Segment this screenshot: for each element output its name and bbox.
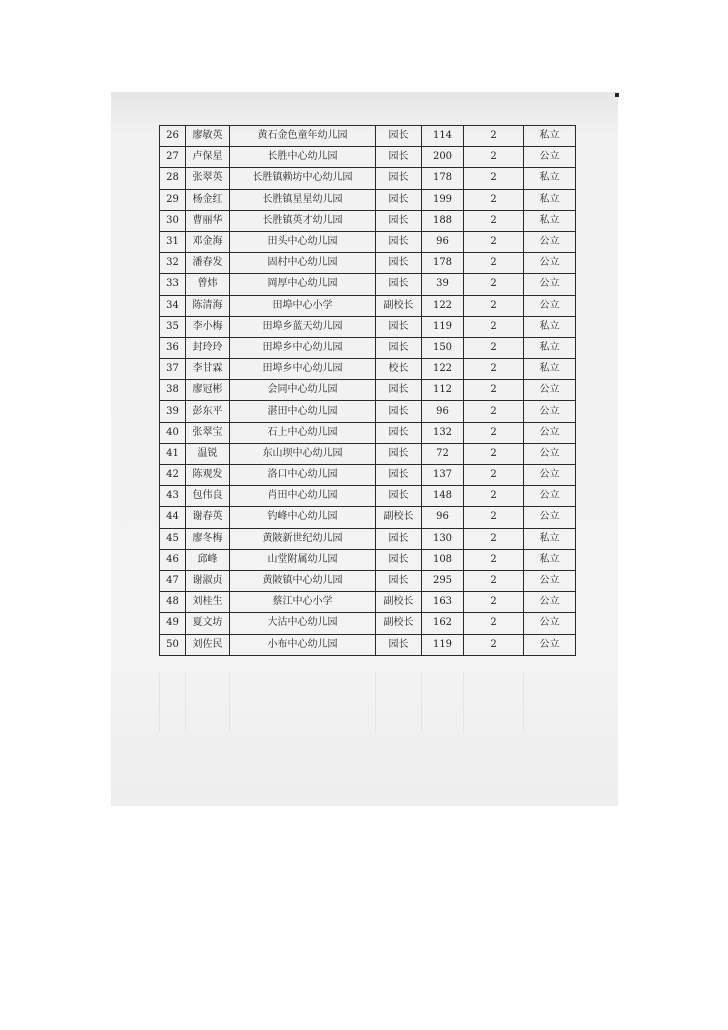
- table-row: [160, 465, 576, 486]
- student-count-cell: 119: [422, 316, 464, 337]
- person-name-cell: 陈清海: [186, 295, 230, 316]
- table-row: [160, 592, 576, 613]
- student-count-cell: 199: [422, 189, 464, 210]
- student-count-cell: 72: [422, 443, 464, 464]
- quota-number-cell: 2: [464, 231, 524, 252]
- student-count-cell: 200: [422, 147, 464, 168]
- table-row: [160, 380, 576, 401]
- school-name-cell: 东山坝中心幼儿园: [230, 443, 376, 464]
- roster-table-body: [160, 126, 576, 656]
- quota-number-cell: 2: [464, 189, 524, 210]
- student-count-cell: 96: [422, 401, 464, 422]
- school-type-cell: 公立: [524, 570, 576, 591]
- quota-number-cell: 2: [464, 634, 524, 655]
- table-row: [160, 634, 576, 655]
- job-title-cell: 园长: [376, 316, 422, 337]
- quota-number-cell: 2: [464, 337, 524, 358]
- person-name-cell: 曹丽华: [186, 210, 230, 231]
- school-name-cell: 田埠乡中心幼儿园: [230, 359, 376, 380]
- row-number-cell: 33: [160, 274, 186, 295]
- row-number-cell: 29: [160, 189, 186, 210]
- student-count-cell: 114: [422, 126, 464, 147]
- job-title-cell: 副校长: [376, 295, 422, 316]
- job-title-cell: 园长: [376, 274, 422, 295]
- row-number-cell: 50: [160, 634, 186, 655]
- school-name-cell: 湛田中心幼儿园: [230, 401, 376, 422]
- school-name-cell: 钓峰中心幼儿园: [230, 507, 376, 528]
- table-row: [160, 528, 576, 549]
- quota-number-cell: 2: [464, 570, 524, 591]
- row-number-cell: 37: [160, 359, 186, 380]
- job-title-cell: 园长: [376, 147, 422, 168]
- row-number-cell: 40: [160, 422, 186, 443]
- job-title-cell: 副校长: [376, 613, 422, 634]
- student-count-cell: 148: [422, 486, 464, 507]
- student-count-cell: 178: [422, 168, 464, 189]
- row-number-cell: 43: [160, 486, 186, 507]
- row-number-cell: 35: [160, 316, 186, 337]
- job-title-cell: 园长: [376, 337, 422, 358]
- job-title-cell: 园长: [376, 465, 422, 486]
- person-name-cell: 卢保星: [186, 147, 230, 168]
- job-title-cell: 园长: [376, 570, 422, 591]
- job-title-cell: 园长: [376, 380, 422, 401]
- table-row: [160, 231, 576, 252]
- school-name-cell: 大沽中心幼儿园: [230, 613, 376, 634]
- table-row: [160, 549, 576, 570]
- school-name-cell: 小布中心幼儿园: [230, 634, 376, 655]
- job-title-cell: 园长: [376, 443, 422, 464]
- student-count-cell: 96: [422, 507, 464, 528]
- student-count-cell: 39: [422, 274, 464, 295]
- student-count-cell: 132: [422, 422, 464, 443]
- table-row: [160, 359, 576, 380]
- row-number-cell: 38: [160, 380, 186, 401]
- person-name-cell: 谢春英: [186, 507, 230, 528]
- school-name-cell: 石上中心幼儿园: [230, 422, 376, 443]
- row-number-cell: 46: [160, 549, 186, 570]
- faded-grid-lines: [159, 672, 576, 732]
- school-type-cell: 公立: [524, 507, 576, 528]
- person-name-cell: 廖冠彬: [186, 380, 230, 401]
- quota-number-cell: 2: [464, 253, 524, 274]
- school-name-cell: 田头中心幼儿园: [230, 231, 376, 252]
- quota-number-cell: 2: [464, 422, 524, 443]
- person-name-cell: 夏文坊: [186, 613, 230, 634]
- job-title-cell: 园长: [376, 422, 422, 443]
- school-type-cell: 公立: [524, 422, 576, 443]
- person-name-cell: 廖冬梅: [186, 528, 230, 549]
- school-name-cell: 山堂附属幼儿园: [230, 549, 376, 570]
- person-name-cell: 杨金红: [186, 189, 230, 210]
- person-name-cell: 廖敏英: [186, 126, 230, 147]
- person-name-cell: 包伟良: [186, 486, 230, 507]
- school-type-cell: 公立: [524, 253, 576, 274]
- quota-number-cell: 2: [464, 486, 524, 507]
- school-name-cell: 岡厚中心幼儿园: [230, 274, 376, 295]
- student-count-cell: 119: [422, 634, 464, 655]
- school-name-cell: 黄陂新世纪幼儿园: [230, 528, 376, 549]
- school-type-cell: 公立: [524, 380, 576, 401]
- person-name-cell: 彭东平: [186, 401, 230, 422]
- row-number-cell: 26: [160, 126, 186, 147]
- table-row: [160, 168, 576, 189]
- school-type-cell: 公立: [524, 274, 576, 295]
- table-row: [160, 210, 576, 231]
- table-row: [160, 337, 576, 358]
- student-count-cell: 112: [422, 380, 464, 401]
- row-number-cell: 45: [160, 528, 186, 549]
- school-name-cell: 长胜镇赖坊中心幼儿园: [230, 168, 376, 189]
- school-type-cell: 私立: [524, 528, 576, 549]
- school-type-cell: 公立: [524, 486, 576, 507]
- person-name-cell: 张翠宝: [186, 422, 230, 443]
- person-name-cell: 刘佐民: [186, 634, 230, 655]
- quota-number-cell: 2: [464, 359, 524, 380]
- job-title-cell: 园长: [376, 486, 422, 507]
- school-name-cell: 长胜镇星星幼儿园: [230, 189, 376, 210]
- row-number-cell: 36: [160, 337, 186, 358]
- school-type-cell: 私立: [524, 316, 576, 337]
- person-name-cell: 潘春发: [186, 253, 230, 274]
- job-title-cell: 园长: [376, 528, 422, 549]
- school-type-cell: 私立: [524, 337, 576, 358]
- job-title-cell: 副校长: [376, 592, 422, 613]
- student-count-cell: 150: [422, 337, 464, 358]
- student-count-cell: 163: [422, 592, 464, 613]
- quota-number-cell: 2: [464, 210, 524, 231]
- row-number-cell: 42: [160, 465, 186, 486]
- job-title-cell: 园长: [376, 231, 422, 252]
- student-count-cell: 122: [422, 359, 464, 380]
- person-name-cell: 邱峰: [186, 549, 230, 570]
- table-row: [160, 422, 576, 443]
- job-title-cell: 园长: [376, 549, 422, 570]
- student-count-cell: 295: [422, 570, 464, 591]
- job-title-cell: 园长: [376, 634, 422, 655]
- student-count-cell: 188: [422, 210, 464, 231]
- school-type-cell: 公立: [524, 231, 576, 252]
- school-type-cell: 公立: [524, 613, 576, 634]
- school-type-cell: 公立: [524, 295, 576, 316]
- school-type-cell: 私立: [524, 168, 576, 189]
- school-name-cell: 黄石金色童年幼儿园: [230, 126, 376, 147]
- roster-table: [159, 125, 576, 656]
- quota-number-cell: 2: [464, 465, 524, 486]
- person-name-cell: 李甘霖: [186, 359, 230, 380]
- school-type-cell: 公立: [524, 465, 576, 486]
- table-row: [160, 295, 576, 316]
- job-title-cell: 园长: [376, 189, 422, 210]
- school-type-cell: 公立: [524, 592, 576, 613]
- quota-number-cell: 2: [464, 613, 524, 634]
- student-count-cell: 130: [422, 528, 464, 549]
- quota-number-cell: 2: [464, 295, 524, 316]
- scan-mark: [615, 93, 619, 97]
- student-count-cell: 178: [422, 253, 464, 274]
- school-type-cell: 私立: [524, 549, 576, 570]
- person-name-cell: 曾炜: [186, 274, 230, 295]
- quota-number-cell: 2: [464, 443, 524, 464]
- quota-number-cell: 2: [464, 507, 524, 528]
- student-count-cell: 96: [422, 231, 464, 252]
- school-type-cell: 公立: [524, 634, 576, 655]
- row-number-cell: 30: [160, 210, 186, 231]
- quota-number-cell: 2: [464, 380, 524, 401]
- school-name-cell: 黄陂镇中心幼儿园: [230, 570, 376, 591]
- quota-number-cell: 2: [464, 274, 524, 295]
- table-row: [160, 486, 576, 507]
- row-number-cell: 31: [160, 231, 186, 252]
- school-type-cell: 公立: [524, 443, 576, 464]
- quota-number-cell: 2: [464, 592, 524, 613]
- person-name-cell: 谢淑贞: [186, 570, 230, 591]
- school-type-cell: 私立: [524, 359, 576, 380]
- table-row: [160, 253, 576, 274]
- quota-number-cell: 2: [464, 528, 524, 549]
- row-number-cell: 49: [160, 613, 186, 634]
- table-row: [160, 316, 576, 337]
- school-type-cell: 私立: [524, 126, 576, 147]
- school-type-cell: 公立: [524, 147, 576, 168]
- row-number-cell: 39: [160, 401, 186, 422]
- quota-number-cell: 2: [464, 401, 524, 422]
- school-name-cell: 固村中心幼儿园: [230, 253, 376, 274]
- row-number-cell: 44: [160, 507, 186, 528]
- job-title-cell: 园长: [376, 210, 422, 231]
- school-name-cell: 田埠乡蓝天幼儿园: [230, 316, 376, 337]
- school-name-cell: 长胜中心幼儿园: [230, 147, 376, 168]
- student-count-cell: 108: [422, 549, 464, 570]
- table-row: [160, 570, 576, 591]
- student-count-cell: 162: [422, 613, 464, 634]
- school-name-cell: 会同中心幼儿园: [230, 380, 376, 401]
- school-type-cell: 公立: [524, 401, 576, 422]
- school-type-cell: 私立: [524, 189, 576, 210]
- person-name-cell: 封玲玲: [186, 337, 230, 358]
- school-name-cell: 蔡江中心小学: [230, 592, 376, 613]
- school-type-cell: 私立: [524, 210, 576, 231]
- table-row: [160, 274, 576, 295]
- person-name-cell: 陈观发: [186, 465, 230, 486]
- job-title-cell: 园长: [376, 401, 422, 422]
- quota-number-cell: 2: [464, 147, 524, 168]
- job-title-cell: 副校长: [376, 507, 422, 528]
- job-title-cell: 园长: [376, 168, 422, 189]
- job-title-cell: 园长: [376, 253, 422, 274]
- quota-number-cell: 2: [464, 168, 524, 189]
- table-row: [160, 613, 576, 634]
- school-name-cell: 田埠中心小学: [230, 295, 376, 316]
- quota-number-cell: 2: [464, 126, 524, 147]
- quota-number-cell: 2: [464, 316, 524, 337]
- person-name-cell: 张翠英: [186, 168, 230, 189]
- school-name-cell: 长胜镇英才幼儿园: [230, 210, 376, 231]
- row-number-cell: 28: [160, 168, 186, 189]
- job-title-cell: 园长: [376, 126, 422, 147]
- person-name-cell: 邓金海: [186, 231, 230, 252]
- school-name-cell: 田埠乡中心幼儿园: [230, 337, 376, 358]
- table-row: [160, 147, 576, 168]
- row-number-cell: 47: [160, 570, 186, 591]
- student-count-cell: 122: [422, 295, 464, 316]
- row-number-cell: 34: [160, 295, 186, 316]
- person-name-cell: 温锐: [186, 443, 230, 464]
- table-row: [160, 507, 576, 528]
- quota-number-cell: 2: [464, 549, 524, 570]
- row-number-cell: 32: [160, 253, 186, 274]
- table-row: [160, 189, 576, 210]
- row-number-cell: 48: [160, 592, 186, 613]
- job-title-cell: 校长: [376, 359, 422, 380]
- student-count-cell: 137: [422, 465, 464, 486]
- row-number-cell: 27: [160, 147, 186, 168]
- school-name-cell: 肖田中心幼儿园: [230, 486, 376, 507]
- person-name-cell: 李小梅: [186, 316, 230, 337]
- person-name-cell: 刘桂生: [186, 592, 230, 613]
- school-name-cell: 洛口中心幼儿园: [230, 465, 376, 486]
- table-row: [160, 443, 576, 464]
- row-number-cell: 41: [160, 443, 186, 464]
- table-row: [160, 126, 576, 147]
- table-row: [160, 401, 576, 422]
